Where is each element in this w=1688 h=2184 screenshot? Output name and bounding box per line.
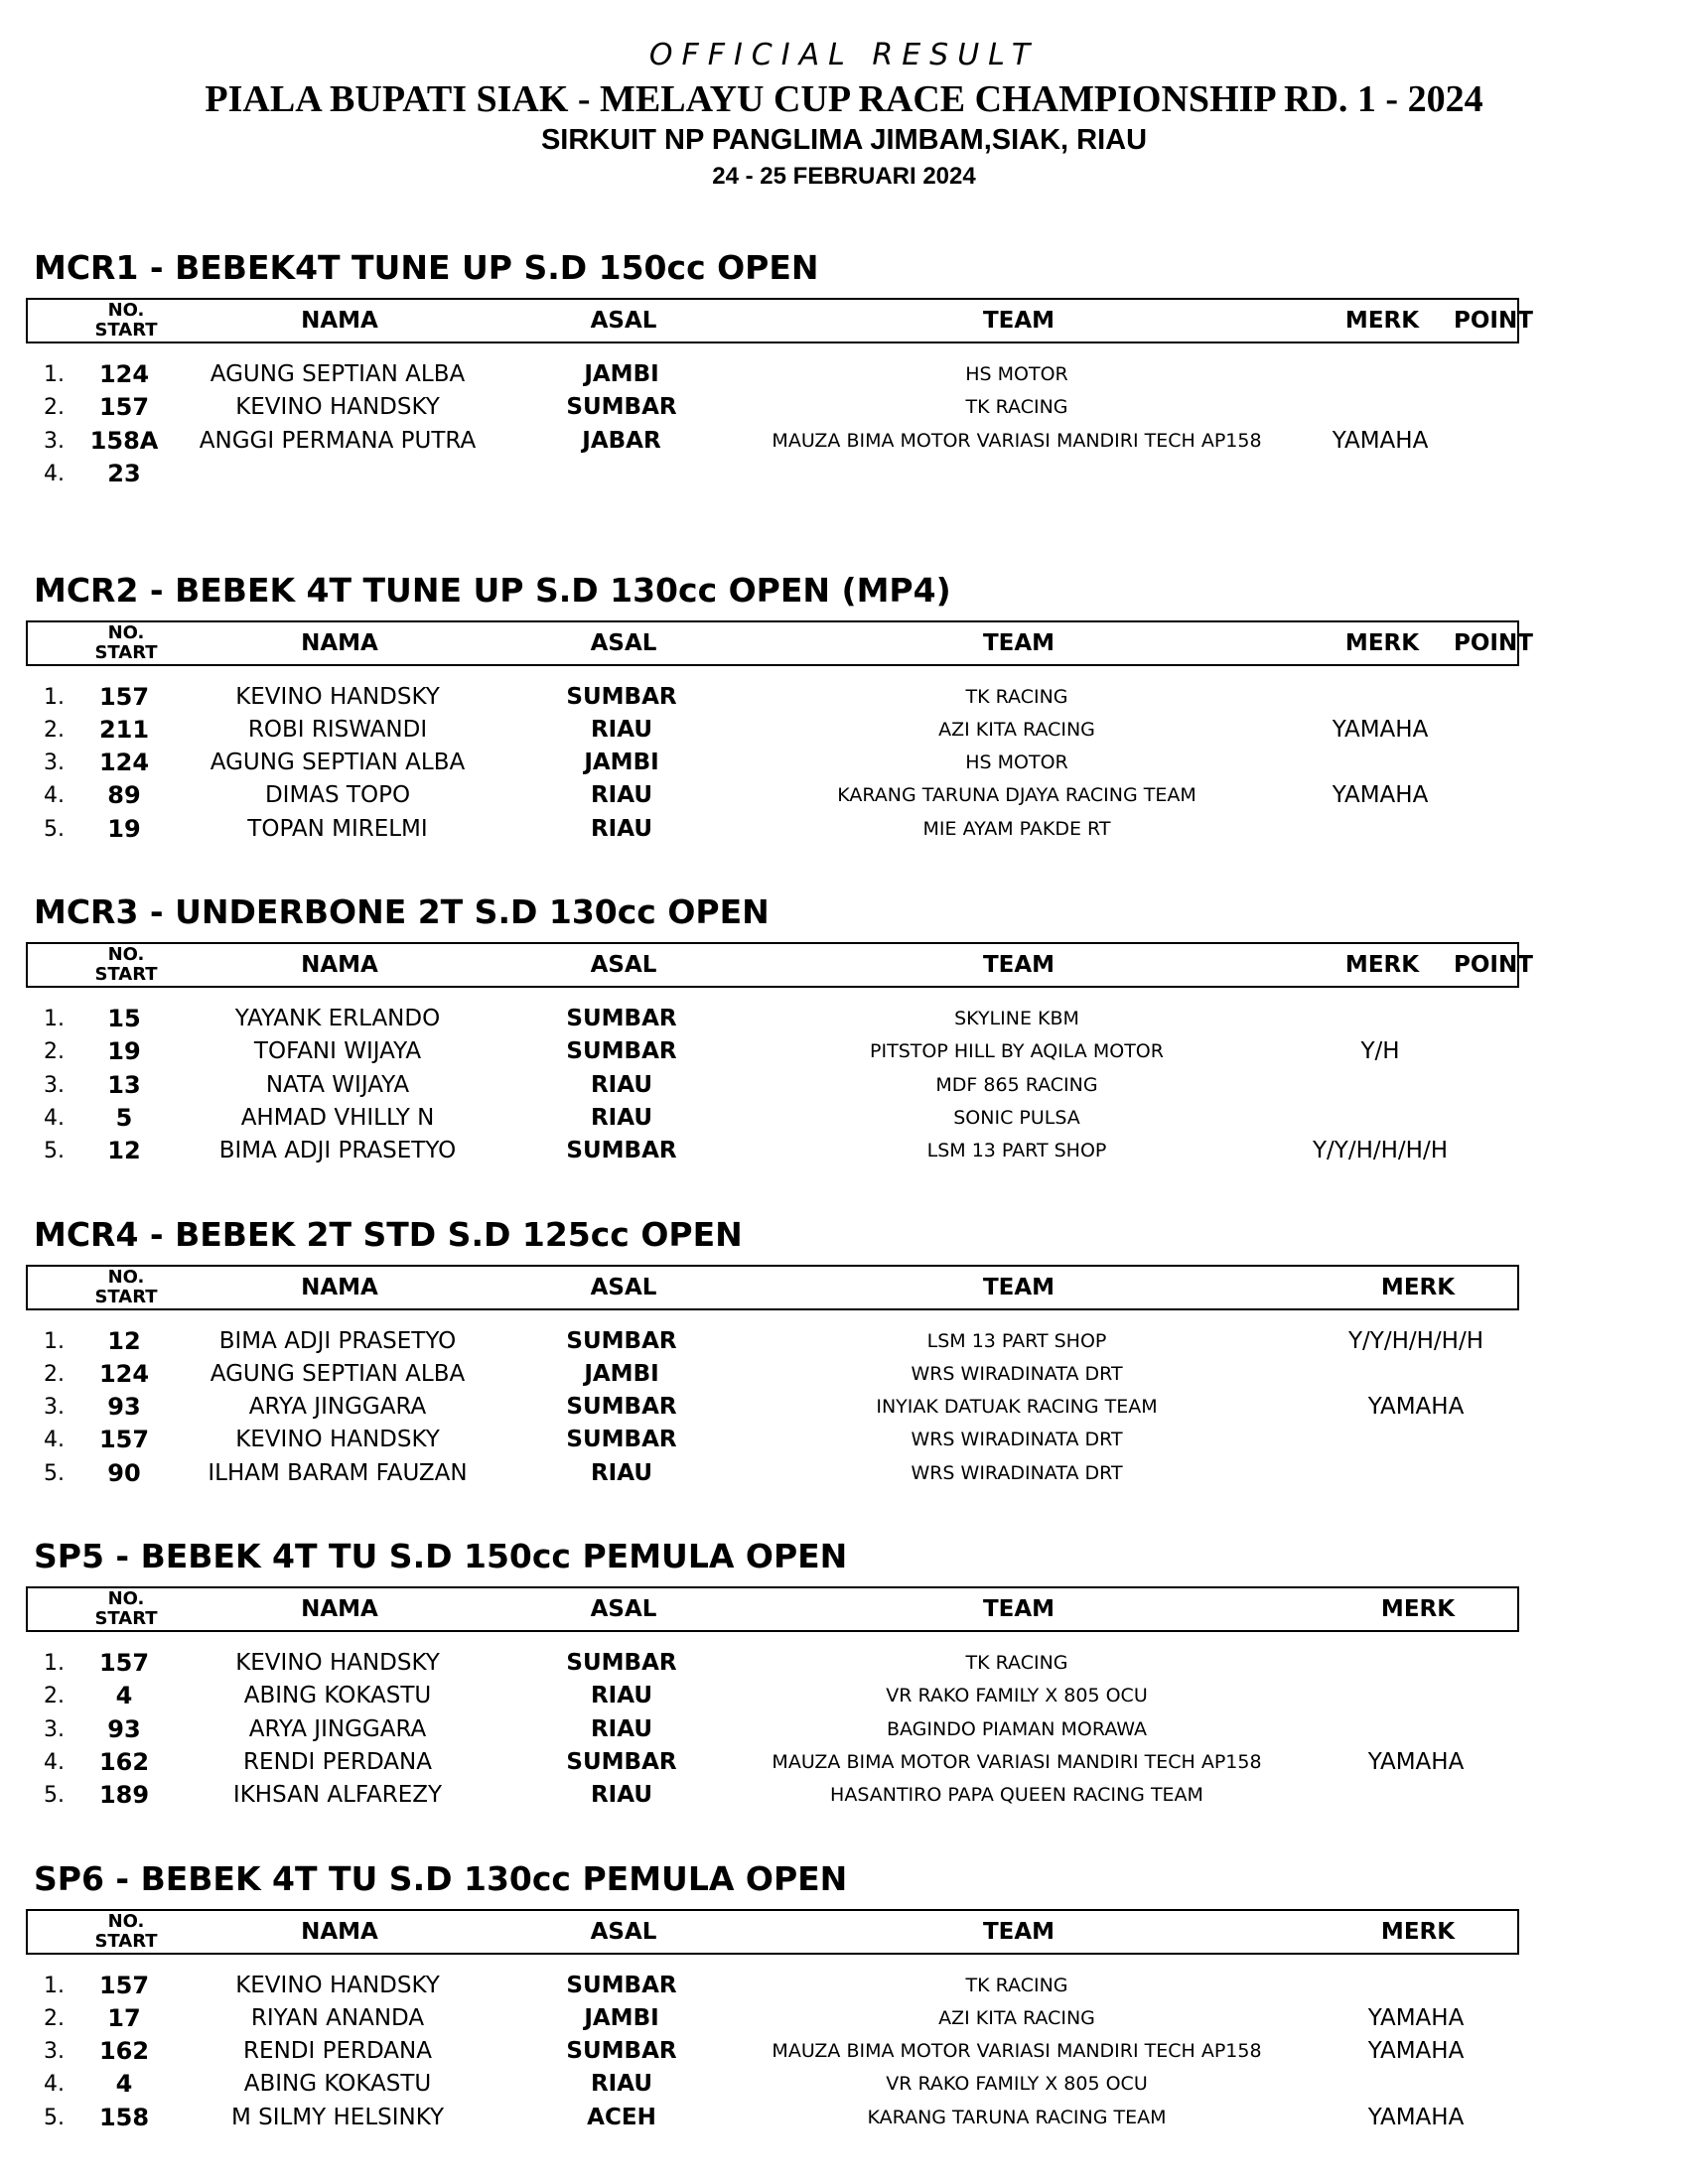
result-row (26, 1003, 1519, 1035)
rider-name-cell: DIMAS TOPO (264, 782, 411, 809)
start-number-cell: 157 (98, 393, 150, 422)
origin-cell: SUMBAR (566, 2038, 677, 2065)
rider-name-cell: RENDI PERDANA (243, 2038, 432, 2065)
rider-name-cell: KEVINO HANDSKY (235, 1972, 440, 1998)
header-merk: MERK (1344, 308, 1420, 334)
team-cell: TK RACING (965, 1974, 1068, 1996)
start-number-cell: 158A (89, 426, 159, 455)
rider-name-cell: TOPAN MIRELMI (247, 815, 428, 842)
start-number-cell: 124 (98, 1359, 150, 1388)
class-title: MCR4 - BEBEK 2T STD S.D 125cc OPEN (34, 1214, 743, 1254)
header-merk: MERK (1344, 952, 1420, 978)
class-section (0, 892, 1688, 1215)
header-team: TEAM (982, 1274, 1055, 1300)
origin-cell: RIAU (590, 782, 653, 809)
results-rows (26, 1647, 1519, 1812)
team-cell: AZI KITA RACING (938, 2006, 1095, 2029)
rider-name-cell: KEVINO HANDSKY (235, 394, 440, 421)
result-row (26, 1069, 1519, 1102)
rider-name-cell: ABING KOKASTU (243, 1683, 432, 1709)
header-team: TEAM (982, 1918, 1055, 1945)
position-cell: 4. (44, 783, 65, 809)
origin-cell: SUMBAR (566, 1427, 677, 1453)
header-start-label: START (94, 1930, 158, 1952)
results-table-header (26, 1586, 1519, 1632)
team-cell: TK RACING (965, 1652, 1068, 1674)
result-row (26, 1457, 1519, 1490)
origin-cell: RIAU (590, 1071, 653, 1098)
position-cell: 3. (44, 1072, 65, 1098)
header-no-start (94, 1911, 157, 1953)
result-row (26, 747, 1519, 779)
result-row (26, 458, 1519, 490)
team-cell: TK RACING (965, 396, 1068, 419)
results-table-header (26, 298, 1533, 343)
origin-cell: SUMBAR (566, 1394, 677, 1421)
brand-cell: YAMAHA (1367, 2104, 1465, 2130)
result-row (26, 1325, 1519, 1358)
result-row (26, 1391, 1519, 1424)
position-cell: 4. (44, 2072, 65, 2098)
team-cell: MIE AYAM PAKDE RT (922, 817, 1111, 840)
event-venue: SIRKUIT NP PANGLIMA JIMBAM,SIAK, RIAU (540, 124, 1148, 156)
header-start-label: START (94, 964, 158, 985)
rider-name-cell: BIMA ADJI PRASETYO (218, 1138, 457, 1164)
position-cell: 1. (44, 684, 65, 710)
start-number-cell: 157 (98, 1426, 150, 1454)
position-cell: 5. (44, 816, 65, 842)
result-row (26, 1746, 1519, 1779)
origin-cell: RIAU (590, 1104, 653, 1131)
brand-cell: Y/H (1360, 1038, 1400, 1065)
header-start-label: START (94, 641, 158, 663)
position-cell: 4. (44, 1105, 65, 1131)
team-cell: HS MOTOR (965, 363, 1068, 385)
rider-name-cell: ANGGI PERMANA PUTRA (199, 427, 477, 454)
start-number-cell: 17 (107, 2003, 141, 2032)
header-nama: NAMA (301, 1918, 378, 1945)
position-cell: 2. (44, 717, 65, 743)
rider-name-cell: KEVINO HANDSKY (235, 1650, 440, 1676)
position-cell: 4. (44, 1428, 65, 1453)
position-cell: 4. (44, 461, 65, 486)
team-cell: KARANG TARUNA DJAYA RACING TEAM (837, 784, 1196, 807)
header-start-label: START (94, 1608, 158, 1629)
start-number-cell: 4 (115, 2070, 133, 2099)
team-cell: VR RAKO FAMILY X 805 OCU (886, 1685, 1148, 1707)
header-no-start (94, 944, 157, 986)
results-rows (26, 1325, 1519, 1490)
position-cell: 1. (44, 1651, 65, 1676)
brand-cell: YAMAHA (1367, 1748, 1465, 1775)
start-number-cell: 157 (98, 1971, 150, 1999)
results-rows (26, 1003, 1519, 1167)
start-number-cell: 13 (107, 1070, 141, 1099)
class-section (0, 571, 1688, 893)
team-cell: WRS WIRADINATA DRT (911, 1362, 1123, 1385)
start-number-cell: 124 (98, 749, 150, 777)
rider-name-cell: YAYANK ERLANDO (234, 1006, 441, 1031)
start-number-cell: 162 (98, 2037, 150, 2066)
brand-cell: YAMAHA (1367, 2004, 1465, 2031)
rider-name-cell: AGUNG SEPTIAN ALBA (210, 1360, 466, 1387)
header-asal: ASAL (590, 952, 657, 978)
start-number-cell: 93 (107, 1393, 141, 1422)
rider-name-cell: RIYAN ANANDA (250, 2004, 425, 2031)
start-number-cell: 189 (98, 1781, 150, 1810)
rider-name-cell: BIMA ADJI PRASETYO (218, 1327, 457, 1354)
header-start-label: START (94, 320, 158, 341)
origin-cell: JAMBI (584, 1360, 659, 1387)
header-merk: MERK (1380, 1274, 1456, 1300)
result-row (26, 2102, 1519, 2134)
origin-cell: SUMBAR (566, 1327, 677, 1354)
start-number-cell: 5 (115, 1103, 133, 1132)
origin-cell: SUMBAR (566, 1748, 677, 1775)
header-no-label: NO. (107, 1910, 145, 1932)
position-cell: 1. (44, 1007, 65, 1031)
position-cell: 2. (44, 1361, 65, 1387)
header-team: TEAM (982, 308, 1055, 334)
header-nama: NAMA (301, 1274, 378, 1300)
result-row (26, 1424, 1519, 1456)
start-number-cell: 93 (107, 1714, 141, 1743)
team-cell: MDF 865 RACING (935, 1073, 1098, 1096)
origin-cell: RIAU (590, 1715, 653, 1742)
class-title: MCR2 - BEBEK 4T TUNE UP S.D 130cc OPEN (MP4) (34, 570, 951, 610)
rider-name-cell: ILHAM BARAM FAUZAN (208, 1459, 468, 1486)
brand-cell: YAMAHA (1332, 716, 1429, 743)
start-number-cell: 12 (107, 1326, 141, 1355)
event-title: PIALA BUPATI SIAK - MELAYU CUP RACE CHAMPIONSHIP RD. 1 - 2024 (205, 78, 1483, 120)
brand-cell: YAMAHA (1367, 1394, 1465, 1421)
rider-name-cell: AHMAD VHILLY N (240, 1104, 435, 1131)
position-cell: 2. (44, 1039, 65, 1065)
origin-cell: JABAR (582, 427, 661, 454)
start-number-cell: 124 (98, 360, 150, 388)
position-cell: 1. (44, 1328, 65, 1354)
team-cell: TK RACING (965, 685, 1068, 708)
result-row (26, 425, 1519, 458)
header-nama: NAMA (301, 952, 378, 978)
result-row (26, 1647, 1519, 1680)
start-number-cell: 12 (107, 1137, 141, 1165)
class-section (0, 1537, 1688, 1859)
start-number-cell: 90 (107, 1458, 141, 1487)
start-number-cell: 23 (107, 459, 141, 487)
start-number-cell: 19 (107, 814, 141, 843)
rider-name-cell: ARYA JINGGARA (248, 1715, 427, 1742)
team-cell: LSM 13 PART SHOP (926, 1140, 1107, 1162)
team-cell: PITSTOP HILL BY AQILA MOTOR (870, 1040, 1164, 1063)
rider-name-cell: AGUNG SEPTIAN ALBA (210, 361, 466, 387)
brand-cell: YAMAHA (1367, 2038, 1465, 2065)
origin-cell: RIAU (590, 815, 653, 842)
rider-name-cell: KEVINO HANDSKY (235, 683, 440, 710)
team-cell: INYIAK DATUAK RACING TEAM (876, 1396, 1158, 1419)
origin-cell: SUMBAR (566, 394, 677, 421)
result-row (26, 1713, 1519, 1746)
class-title: MCR3 - UNDERBONE 2T S.D 130cc OPEN (34, 892, 770, 931)
class-section (0, 1215, 1688, 1538)
rider-name-cell: RENDI PERDANA (243, 1748, 432, 1775)
position-cell: 3. (44, 751, 65, 776)
header-point: POINT (1454, 952, 1533, 978)
position-cell: 2. (44, 1684, 65, 1709)
results-table-header (26, 942, 1533, 988)
origin-cell: JAMBI (584, 2004, 659, 2031)
header-no-start (94, 1588, 157, 1630)
start-number-cell: 19 (107, 1037, 141, 1066)
header-merk: MERK (1344, 629, 1420, 656)
results-rows (26, 358, 1519, 490)
header-no-start (94, 300, 157, 341)
results-table-header (26, 620, 1533, 666)
rider-name-cell: IKHSAN ALFAREZY (232, 1782, 443, 1809)
header-point: POINT (1454, 308, 1533, 334)
class-title: MCR1 - BEBEK4T TUNE UP S.D 150cc OPEN (34, 248, 819, 287)
position-cell: 3. (44, 1716, 65, 1742)
results-rows (26, 1970, 1519, 2134)
results-classes (0, 248, 1688, 2181)
header-team: TEAM (982, 1596, 1055, 1622)
start-number-cell: 157 (98, 682, 150, 711)
rider-name-cell: M SILMY HELSINKY (230, 2104, 445, 2130)
start-number-cell: 15 (107, 1005, 141, 1032)
brand-cell: YAMAHA (1332, 427, 1429, 454)
origin-cell: SUMBAR (566, 1650, 677, 1676)
origin-cell: RIAU (590, 716, 653, 743)
header-nama: NAMA (301, 629, 378, 656)
result-row (26, 2002, 1519, 2035)
origin-cell: JAMBI (584, 750, 659, 776)
result-row (26, 714, 1519, 747)
position-cell: 5. (44, 1783, 65, 1809)
position-cell: 1. (44, 1973, 65, 1998)
start-number-cell: 158 (98, 2103, 150, 2131)
result-row (26, 2068, 1519, 2101)
rider-name-cell: AGUNG SEPTIAN ALBA (210, 750, 466, 776)
result-row (26, 1779, 1519, 1812)
start-number-cell: 162 (98, 1747, 150, 1776)
position-cell: 5. (44, 1460, 65, 1486)
origin-cell: ACEH (587, 2104, 656, 2130)
position-cell: 4. (44, 1749, 65, 1775)
header-no-label: NO. (107, 1266, 145, 1288)
results-table-header (26, 1265, 1519, 1310)
position-cell: 5. (44, 2105, 65, 2130)
start-number-cell: 4 (115, 1682, 133, 1710)
team-cell: HS MOTOR (965, 751, 1068, 774)
header-team: TEAM (982, 629, 1055, 656)
header-asal: ASAL (590, 308, 657, 334)
team-cell: WRS WIRADINATA DRT (911, 1429, 1123, 1451)
team-cell: VR RAKO FAMILY X 805 OCU (886, 2073, 1148, 2096)
header-no-label: NO. (107, 944, 145, 965)
class-title: SP6 - BEBEK 4T TU S.D 130cc PEMULA OPEN (34, 1858, 848, 1898)
class-section (0, 1859, 1688, 2182)
result-row (26, 1135, 1519, 1167)
rider-name-cell: ARYA JINGGARA (248, 1394, 427, 1421)
team-cell: BAGINDO PIAMAN MORAWA (886, 1717, 1148, 1740)
team-cell: SKYLINE KBM (954, 1008, 1079, 1029)
result-row (26, 358, 1519, 391)
result-row (26, 813, 1519, 846)
origin-cell: RIAU (590, 2071, 653, 2098)
result-row (26, 1970, 1519, 2002)
result-row (26, 1680, 1519, 1712)
header-nama: NAMA (301, 308, 378, 334)
result-row (26, 2035, 1519, 2068)
header-nama: NAMA (301, 1596, 378, 1622)
origin-cell: SUMBAR (566, 683, 677, 710)
origin-cell: RIAU (590, 1683, 653, 1709)
document-label: OFFICIAL RESULT (648, 38, 1040, 72)
origin-cell: SUMBAR (566, 1038, 677, 1065)
header-no-label: NO. (107, 300, 145, 321)
header-asal: ASAL (590, 629, 657, 656)
header-start-label: START (94, 1286, 158, 1307)
result-row (26, 391, 1519, 424)
class-title: SP5 - BEBEK 4T TU S.D 150cc PEMULA OPEN (34, 1537, 848, 1575)
header-no-label: NO. (107, 1588, 145, 1609)
team-cell: MAUZA BIMA MOTOR VARIASI MANDIRI TECH AP158 (772, 2040, 1262, 2063)
origin-cell: RIAU (590, 1782, 653, 1809)
header-merk: MERK (1380, 1918, 1456, 1945)
team-cell: AZI KITA RACING (938, 718, 1095, 741)
class-section (0, 248, 1688, 571)
rider-name-cell: ROBI RISWANDI (247, 716, 428, 743)
start-number-cell: 89 (107, 781, 141, 810)
position-cell: 3. (44, 2039, 65, 2065)
header-no-label: NO. (107, 621, 145, 643)
result-row (26, 681, 1519, 714)
header-point: POINT (1454, 629, 1533, 656)
team-cell: MAUZA BIMA MOTOR VARIASI MANDIRI TECH AP158 (772, 429, 1262, 452)
rider-name-cell: NATA WIJAYA (265, 1071, 410, 1098)
header-no-start (94, 1267, 157, 1308)
header-asal: ASAL (590, 1918, 657, 1945)
result-row (26, 1358, 1519, 1391)
team-cell: KARANG TARUNA RACING TEAM (867, 2106, 1167, 2128)
brand-cell: YAMAHA (1332, 782, 1429, 809)
position-cell: 5. (44, 1139, 65, 1164)
position-cell: 2. (44, 395, 65, 421)
results-table-header (26, 1909, 1519, 1955)
position-cell: 1. (44, 362, 65, 387)
origin-cell: SUMBAR (566, 1138, 677, 1164)
origin-cell: SUMBAR (566, 1006, 677, 1031)
result-row (26, 779, 1519, 812)
team-cell: LSM 13 PART SHOP (926, 1329, 1107, 1352)
rider-name-cell: TOFANI WIJAYA (253, 1038, 422, 1065)
origin-cell: RIAU (590, 1459, 653, 1486)
result-row (26, 1035, 1519, 1068)
brand-cell: Y/Y/H/H/H/H (1312, 1138, 1449, 1164)
team-cell: HASANTIRO PAPA QUEEN RACING TEAM (830, 1784, 1203, 1807)
header-no-start (94, 622, 157, 664)
team-cell: SONIC PULSA (953, 1106, 1080, 1129)
header-team: TEAM (982, 952, 1055, 978)
brand-cell: Y/Y/H/H/H/H (1347, 1327, 1484, 1354)
origin-cell: SUMBAR (566, 1972, 677, 1998)
position-cell: 3. (44, 1395, 65, 1421)
header-asal: ASAL (590, 1274, 657, 1300)
header-asal: ASAL (590, 1596, 657, 1622)
rider-name-cell: ABING KOKASTU (243, 2071, 432, 2098)
team-cell: MAUZA BIMA MOTOR VARIASI MANDIRI TECH AP158 (772, 1750, 1262, 1773)
position-cell: 2. (44, 2005, 65, 2031)
start-number-cell: 211 (98, 715, 150, 744)
header-merk: MERK (1380, 1596, 1456, 1622)
rider-name-cell: KEVINO HANDSKY (235, 1427, 440, 1453)
origin-cell: JAMBI (584, 361, 659, 387)
result-row (26, 1102, 1519, 1135)
results-rows (26, 681, 1519, 846)
event-dates: 24 - 25 FEBRUARI 2024 (712, 163, 976, 190)
team-cell: WRS WIRADINATA DRT (911, 1461, 1123, 1484)
position-cell: 3. (44, 428, 65, 454)
start-number-cell: 157 (98, 1649, 150, 1677)
